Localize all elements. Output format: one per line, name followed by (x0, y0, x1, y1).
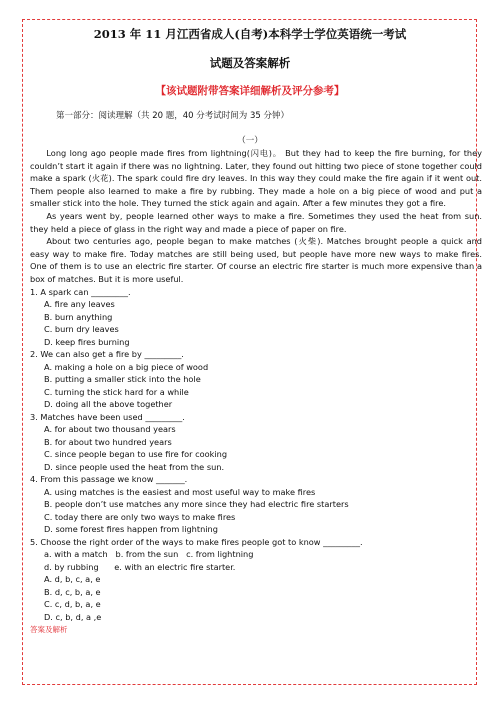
option-d: D. some forest fires happen from lightning (44, 524, 218, 535)
reading-passage (30, 147, 482, 286)
option-b: B. d, c, b, a, e (44, 586, 101, 597)
question-stem: 2. We can also get a fire by _________. (30, 349, 184, 360)
question-stem: 5. Choose the right order of the ways to make fires people got to know _________. (30, 536, 363, 547)
question-5 (30, 536, 482, 624)
answer-note: 【该试题附带答案详细解析及评分参考】 (155, 85, 345, 97)
question-stem: 1. A spark can _________. (30, 286, 131, 297)
option-c: C. today there are only two ways to make fires (44, 511, 236, 522)
question-4 (30, 473, 482, 536)
option-b: B. people don’t use matches any more since they had electric fire starters (44, 499, 349, 510)
option-c: C. turning the stick hard for a while (44, 386, 189, 397)
option-d: D. doing all the above together (44, 399, 173, 410)
option-a: A. d, b, c, a, e (44, 574, 101, 585)
option-b: B. burn anything (44, 311, 113, 322)
option-b: B. putting a smaller stick into the hole (44, 374, 201, 385)
option-d: D. since people used the heat from the sun. (44, 461, 225, 472)
question-stem: 4. From this passage we know _______. (30, 474, 188, 485)
option-a: A. using matches is the easiest and most useful way to make fires (44, 486, 316, 497)
option-a: A. fire any leaves (44, 299, 115, 310)
question-stem: 3. Matches have been used _________. (30, 411, 185, 422)
question-list (30, 286, 482, 624)
option-a: A. making a hole on a big piece of wood (44, 361, 209, 372)
question-2 (30, 348, 482, 411)
passage-paragraph: About two centuries ago, people began to make matches (火柴). Matches brought people a quick and easy way to make fire. Today matches are still being used, but people have more new ways to make fires. One of them is to use an electric fire starter. Of course an electric fire starter is much more expensive than a box of matches. But it is more useful. (30, 236, 482, 284)
passage-paragraph: As years went by, people learned other ways to make a fire. Sometimes they used the heat from sun. they held a piece of glass in the right way and made a piece of paper on fire. (30, 210, 482, 234)
option-c: C. burn dry leaves (44, 324, 119, 335)
option-c: C. c, d, b, a, e (44, 599, 101, 610)
option-c: C. since people began to use fire for cooking (44, 449, 228, 460)
exam-title: 2013 年 11 月江西省成人(自考)本科学士学位英语统一考试 (93, 27, 407, 41)
answers-section-label: 答案及解析 (30, 625, 68, 635)
choice-list-row: a. with a match b. from the sun c. from lightning (44, 549, 254, 560)
exam-subtitle: 试题及答案解析 (209, 56, 291, 70)
option-b: B. for about two hundred years (44, 436, 172, 447)
section-number: （一） (237, 136, 263, 146)
choice-list-row: d. by rubbing e. with an electric fire starter. (44, 561, 236, 572)
question-3 (30, 411, 482, 474)
question-1 (30, 286, 482, 349)
passage-paragraph: Long long ago people made fires from lightning(闪电)。 But they had to keep the fire burning, for they couldn’t start it again if there was no lightning. Later, they found out hitting two piece of stone together could make a spark (火花). The spark could fire dry leaves. In this way they could make the fire again if it went out. Them people also learned to make a fire by rubbing. They made a hole on a big piece of wood and put a smaller stick into the hole. They turned the stick again and again. After a few minutes they got a fire. (30, 148, 482, 209)
part-heading: 第一部分：阅读理解（共 20 题，40 分考试时间为 35 分钟） (56, 111, 289, 121)
option-d: D. keep fires burning (44, 336, 130, 347)
option-a: A. for about two thousand years (44, 424, 176, 435)
option-d: D. c, b, d, a ,e (44, 611, 102, 622)
document-body (30, 20, 500, 636)
